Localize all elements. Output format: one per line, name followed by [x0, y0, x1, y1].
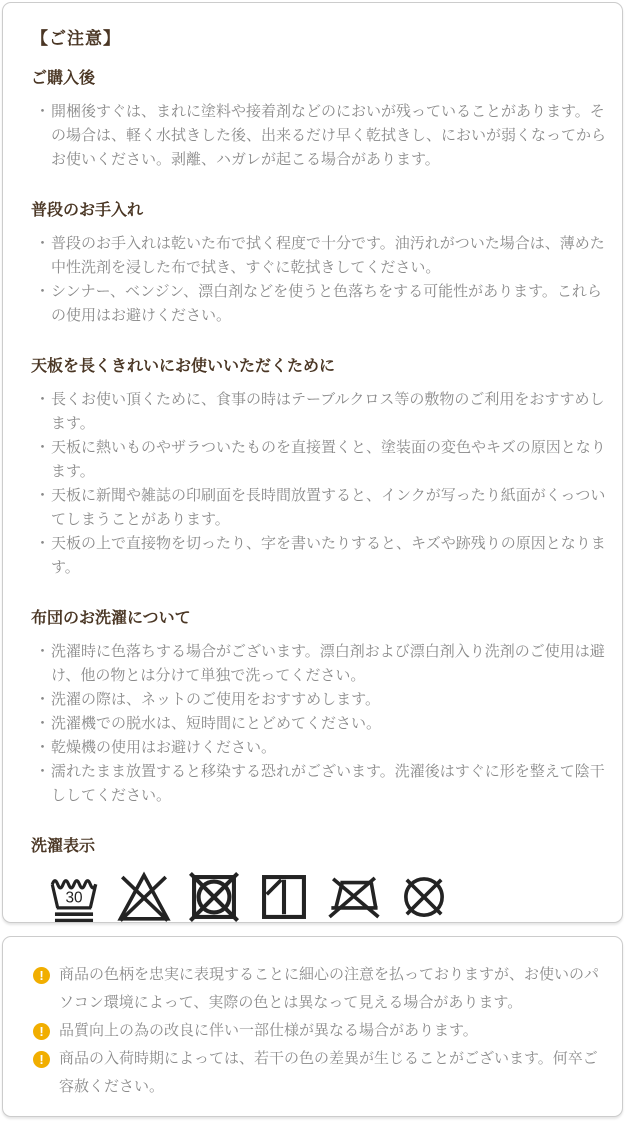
do-not-tumble-dry-icon [185, 866, 243, 923]
section-tabletop-care [31, 355, 606, 580]
section-heading: 普段のお手入れ [31, 202, 144, 219]
svg-text:30: 30 [65, 889, 83, 907]
care-note: ・ 濡れたまま放置すると移染する恐れがございます。洗濯後はすぐに形を整えて陰干ししてください。 [31, 760, 606, 808]
wash-30-gentle-icon [45, 866, 103, 923]
care-note-list [31, 232, 606, 328]
care-note: ・ 普段のお手入れは乾いた布で拭く程度で十分です。油汚れがついた場合は、薄めた中性洗剤を浸した布で拭き、すぐに乾拭きしてください。 [31, 232, 606, 280]
care-note-list [31, 640, 606, 808]
warning-icon [33, 1051, 50, 1068]
section-care-labels [31, 835, 606, 923]
do-not-bleach-icon [115, 866, 173, 923]
warning-icon [33, 1023, 50, 1040]
care-instructions-panel [2, 2, 623, 923]
disclaimer-text: 品質向上の為の改良に伴い一部仕様が異なる場合があります。 [59, 1022, 478, 1039]
section-heading: 布団のお洗濯について [31, 610, 191, 627]
drip-dry-in-shade-icon [255, 866, 313, 923]
do-not-dry-clean-icon [395, 866, 453, 923]
disclaimer-item [33, 1017, 606, 1045]
care-note: ・ 洗濯機での脱水は、短時間にとどめてください。 [31, 712, 606, 736]
section-heading: ご購入後 [31, 70, 96, 87]
care-note: ・ 天板に新聞や雑誌の印刷面を長時間放置すると、インクが写ったり紙面がくっついてしまうことがあります。 [31, 484, 606, 532]
care-note: ・ シンナー、ベンジン、漂白剤などを使うと色落ちをする可能性があります。これらの使用はお避けください。 [31, 280, 606, 328]
care-note-list [31, 388, 606, 580]
laundry-symbols-row [31, 866, 606, 923]
care-note-list [31, 100, 606, 172]
disclaimer-panel [2, 936, 623, 1117]
warning-icon [33, 967, 50, 984]
care-note: ・ 開梱後すぐは、まれに塗料や接着剤などのにおいが残っていることがあります。その場合は、軽く水拭きした後、出来るだけ早く乾拭きし、においが弱くなってからお使いください。剥離、ハガレが起こる場合があります。 [31, 100, 606, 172]
care-note: ・ 天板の上で直接物を切ったり、字を書いたりすると、キズや跡残りの原因となります。 [31, 532, 606, 580]
section-heading: 洗濯表示 [31, 838, 96, 855]
disclaimer-text: 商品の入荷時期によっては、若干の色の差異が生じることがございます。何卒ご容赦ください。 [59, 1050, 598, 1095]
care-note: ・ 洗濯の際は、ネットのご使用をおすすめします。 [31, 688, 606, 712]
section-daily-care [31, 199, 606, 328]
disclaimer-list [33, 961, 606, 1101]
care-note: ・ 天板に熱いものやザラついたものを直接置くと、塗装面の変色やキズの原因となります。 [31, 436, 606, 484]
disclaimer-item [33, 1045, 606, 1101]
care-note: ・ 乾燥機の使用はお避けください。 [31, 736, 606, 760]
care-note: ・ 長くお使い頂くために、食事の時はテーブルクロス等の敷物のご利用をおすすめします。 [31, 388, 606, 436]
disclaimer-item [33, 961, 606, 1017]
section-futon-washing [31, 607, 606, 808]
care-note: ・ 洗濯時に色落ちする場合がございます。漂白剤および漂白剤入り洗剤のご使用は避け、他の物とは分けて単独で洗ってください。 [31, 640, 606, 688]
page-title: 【ご注意】 [31, 29, 121, 48]
do-not-iron-icon [325, 866, 383, 923]
disclaimer-text: 商品の色柄を忠実に表現することに細心の注意を払っておりますが、お使いのパソコン環境によって、実際の色とは異なって見える場合があります。 [59, 966, 600, 1011]
section-heading: 天板を長くきれいにお使いいただくために [31, 358, 336, 375]
section-after-purchase [31, 67, 606, 172]
